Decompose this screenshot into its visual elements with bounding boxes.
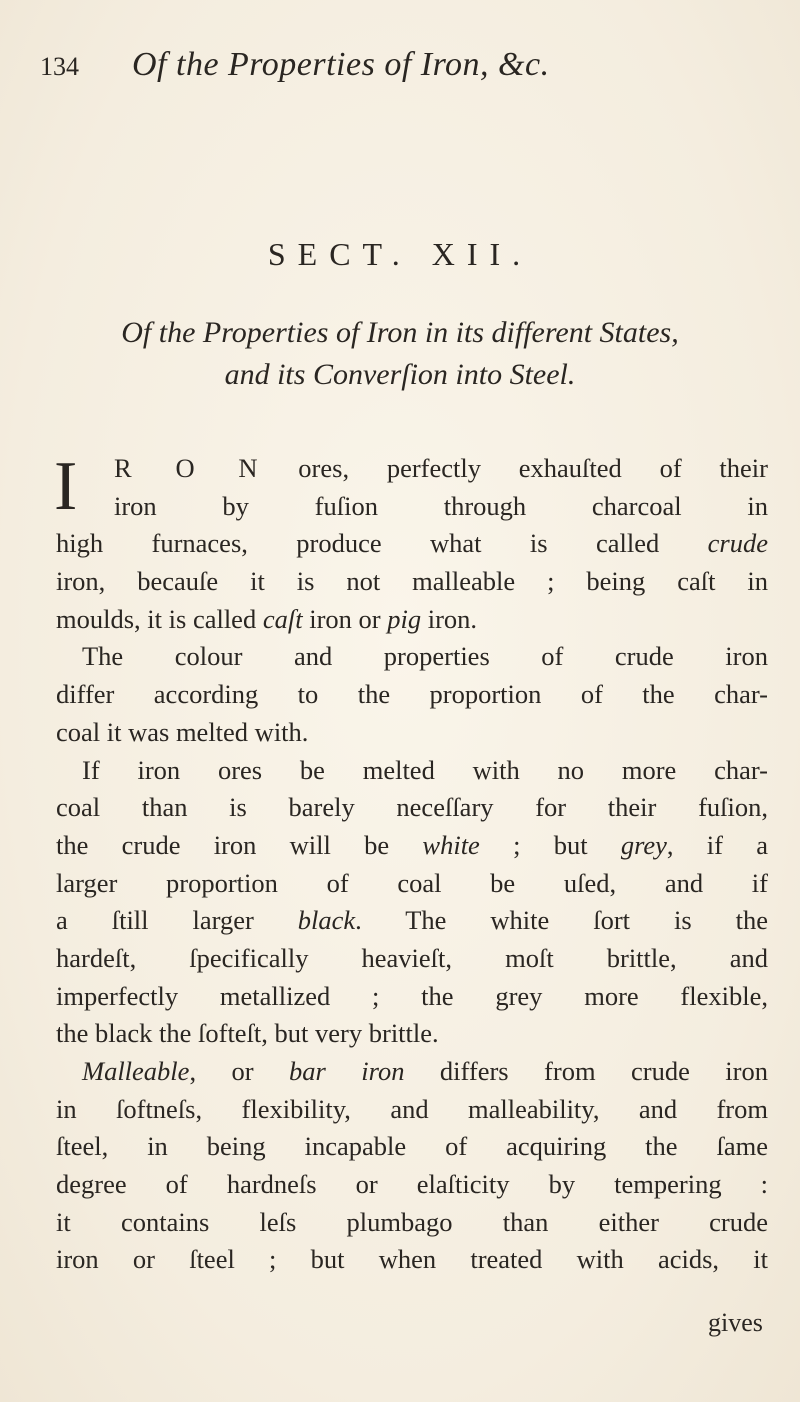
text-line: Malleable, or bar iron differs from crude iron — [82, 1056, 768, 1086]
text-line: The colour and properties of crude iron — [82, 641, 768, 672]
text-line: ſteel, in being incapable of acquiring the ſame — [56, 1131, 768, 1162]
section-subtitle — [0, 312, 800, 396]
text-line: in ſoftneſs, flexibility, and malleability, and from — [56, 1093, 768, 1124]
paragraph-3 — [56, 752, 768, 1054]
text-line: imperfectly metallized ; the grey more flexible, — [56, 980, 768, 1011]
subtitle-line-1: Of the Properties of Iron in its different States, — [121, 316, 679, 349]
paragraph-1 — [56, 450, 768, 638]
text-line: a ſtill larger black. The white ſort is the — [56, 905, 768, 936]
text-line: iron, becauſe it is not malleable ; being caſt in — [56, 566, 768, 597]
page-number: 134 — [40, 52, 79, 81]
text-line: degree of hardneſs or elaſticity by tempering : — [56, 1169, 768, 1200]
section-title: SECT. XII. — [267, 236, 533, 272]
text-line: coal than is barely neceſſary for their fuſion, — [56, 792, 768, 823]
text-line: coal it was melted with. — [56, 716, 309, 747]
text-line: R O N ores, perfectly exhauſted of their — [114, 453, 768, 483]
text-line: differ according to the proportion of the char- — [56, 679, 768, 710]
text-line: the black the ſofteſt, but very brittle. — [56, 1018, 439, 1049]
text-line: the crude iron will be white ; but grey, if a — [56, 829, 768, 860]
text-line: larger proportion of coal be uſed, and if — [56, 867, 768, 898]
text-line: If iron ores be melted with no more char- — [82, 754, 768, 785]
page-header — [40, 46, 760, 96]
paragraph-2 — [56, 638, 768, 751]
text-line: hardeſt, ſpecifically heavieſt, moſt brittle, and — [56, 942, 768, 973]
text-line: moulds, it is called caſt iron or pig iron. — [56, 603, 478, 634]
text-line: iron by fuſion through charcoal in — [114, 490, 768, 521]
text-line: high furnaces, produce what is called crude — [56, 528, 768, 559]
catchword: gives — [708, 1308, 763, 1337]
paragraph-4 — [56, 1053, 768, 1279]
subtitle-line-2: and its Converſion into Steel. — [224, 358, 576, 391]
body-text — [56, 450, 768, 1279]
text-line: it contains leſs plumbago than either crude — [56, 1206, 768, 1237]
text-line: iron or ſteel ; but when treated with acids, it — [56, 1244, 768, 1275]
drop-cap: I — [54, 448, 78, 525]
running-head: Of the Properties of Iron, &c. — [132, 46, 550, 83]
